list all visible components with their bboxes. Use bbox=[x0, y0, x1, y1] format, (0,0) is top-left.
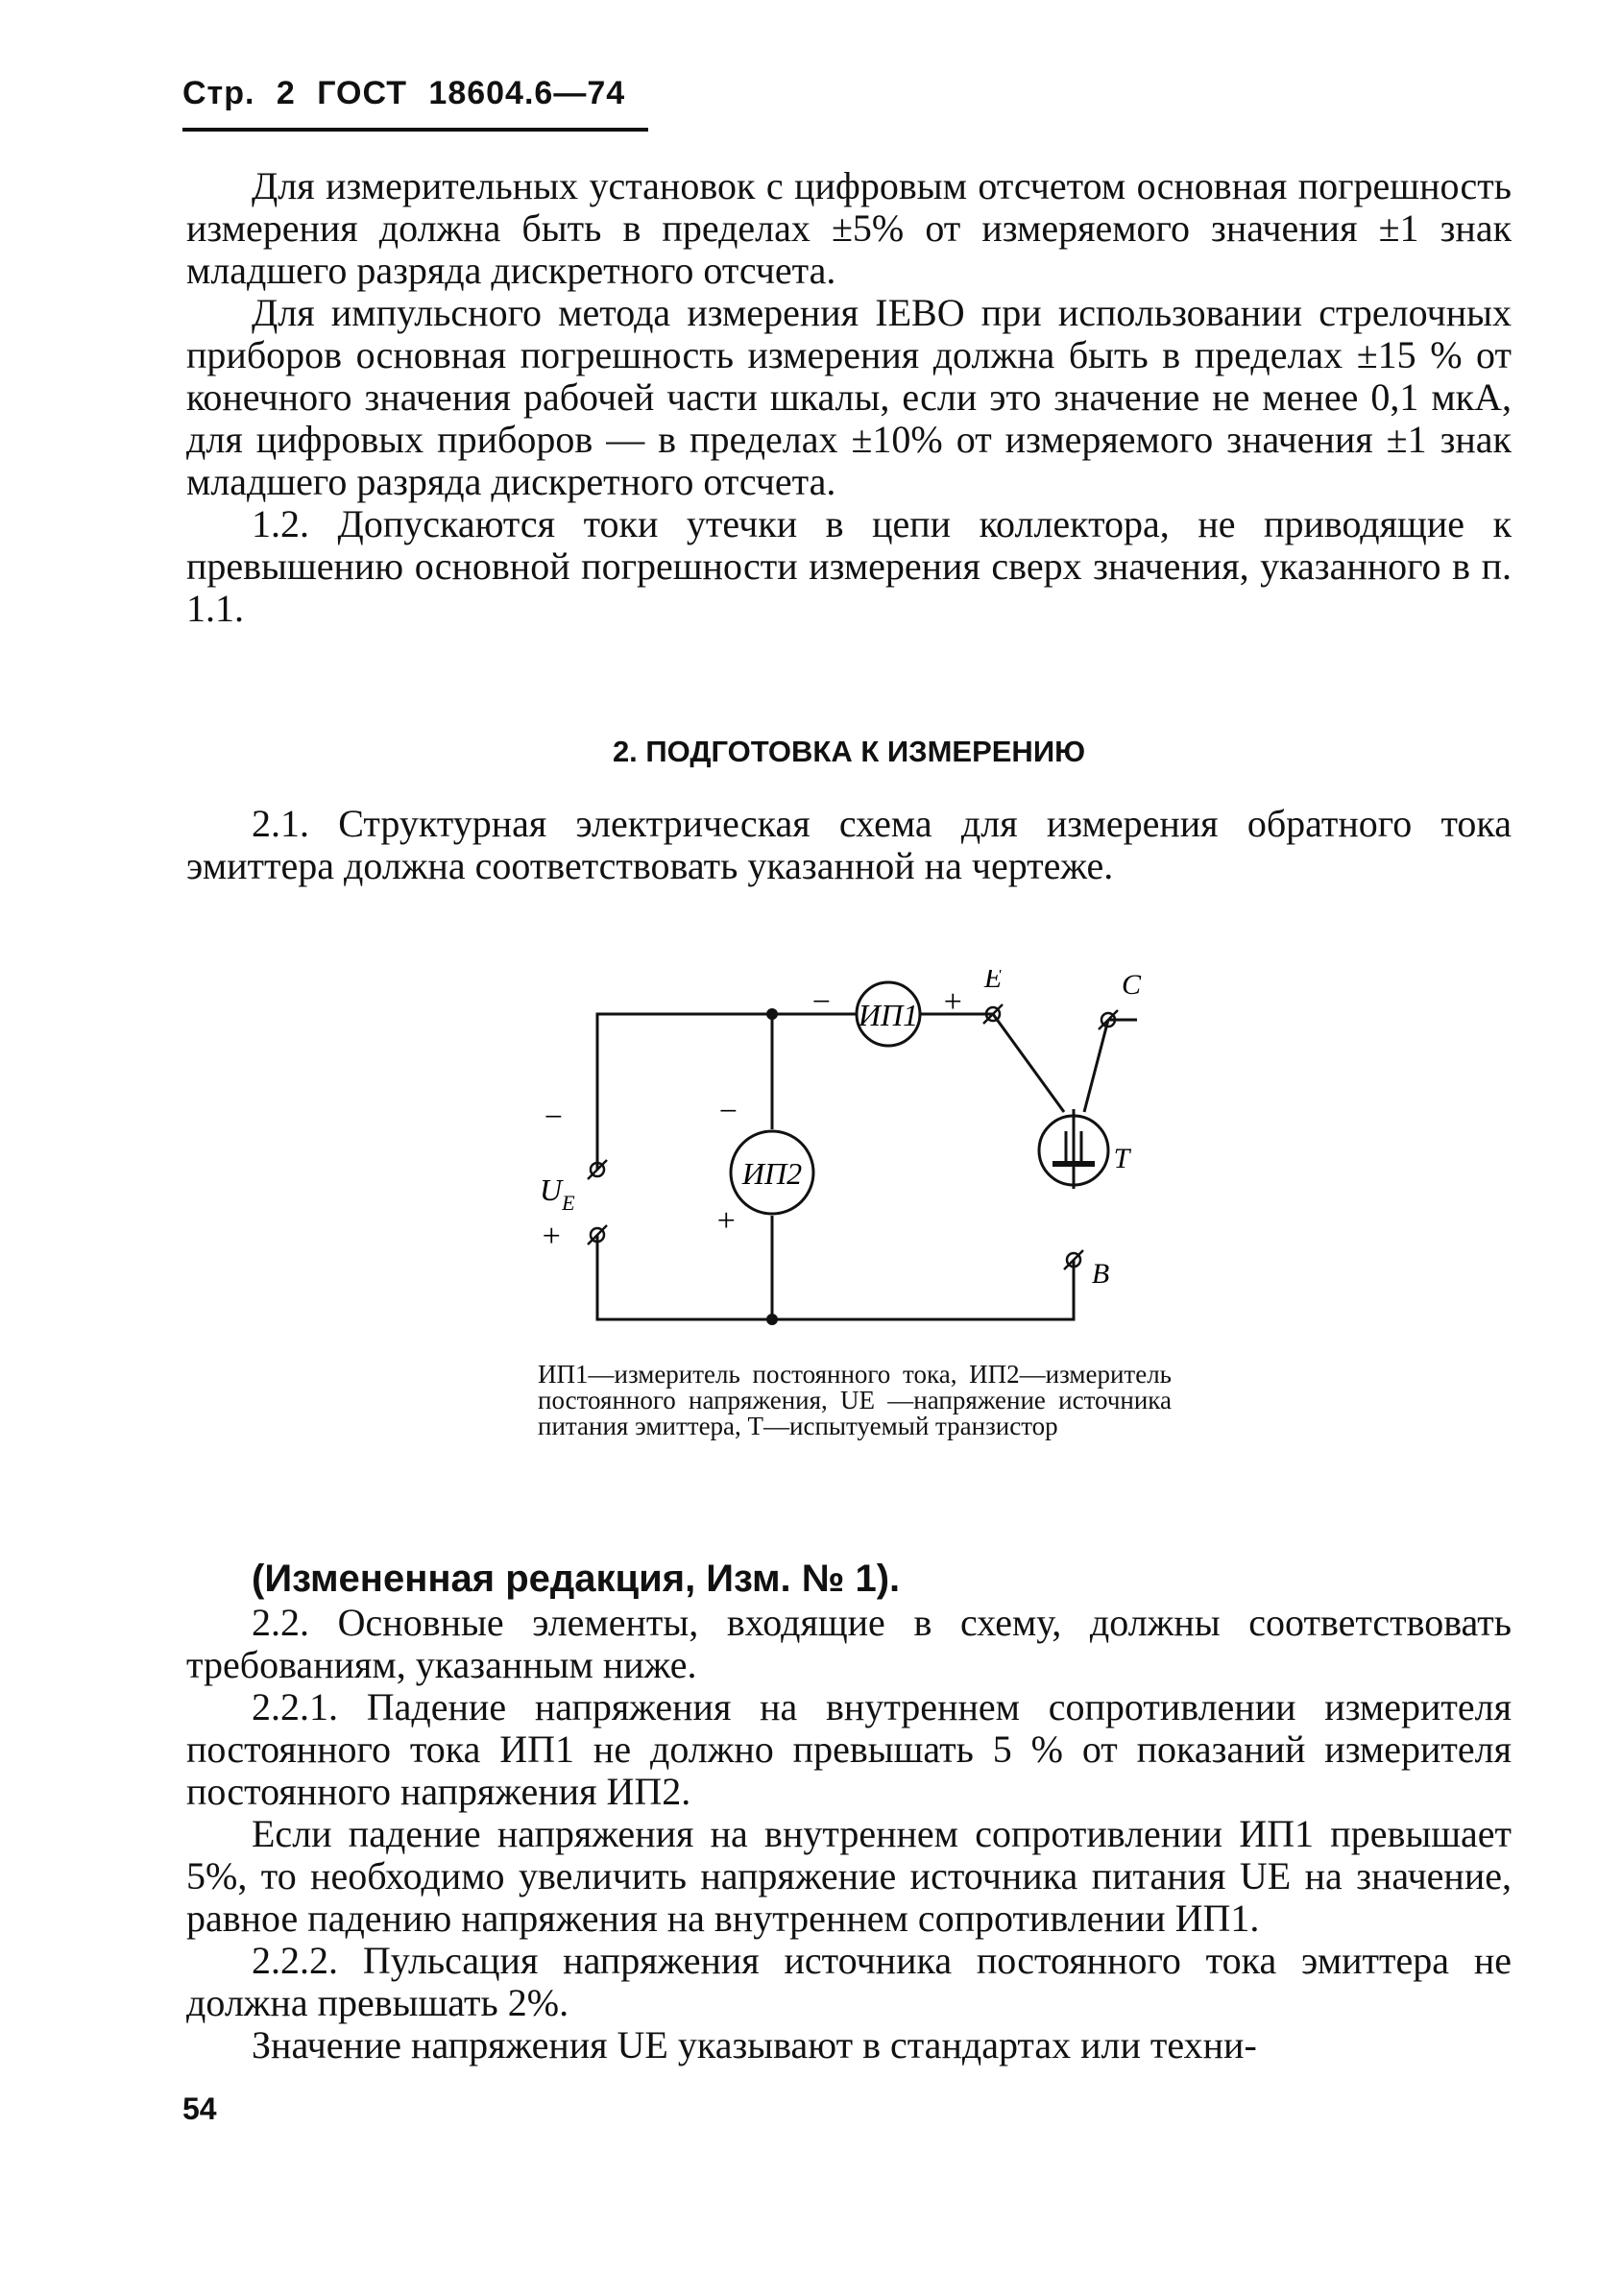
circuit-diagram bbox=[519, 970, 1210, 1354]
plus-sign: + bbox=[540, 1219, 563, 1254]
minus-sign: − bbox=[542, 1100, 565, 1135]
amendment-note: (Измененная редакция, Изм. № 1). bbox=[252, 1558, 901, 1600]
meter1-label: ИП1 bbox=[858, 998, 919, 1032]
intro-text bbox=[186, 165, 1512, 630]
source-label bbox=[540, 1172, 575, 1215]
terminal-e-label: E bbox=[983, 970, 1003, 994]
minus-sign: − bbox=[716, 1094, 739, 1129]
page-number: 54 bbox=[182, 2091, 217, 2126]
transistor-label: T bbox=[1113, 1143, 1130, 1174]
plus-sign: + bbox=[941, 984, 964, 1020]
terminal-b-label: B bbox=[1091, 1258, 1110, 1290]
paragraph: Для измерительных установок с цифровым отсчетом основная погрешность измерения должна быть в пределах ±5% от измеряемого значения ±1 знак младшего разряда дискретного отсчета. bbox=[186, 164, 1512, 292]
minus-sign: − bbox=[810, 984, 833, 1020]
paragraph: 2.2. Основные элементы, входящие в схему, должны соответствовать требованиям, указанным ниже. bbox=[186, 1601, 1512, 1686]
paragraph: Для импульсного метода измерения IEBO при использовании стрелочных приборов основная погрешность измерения должна быть в пределах ±15 % от конечного значения рабочей части шкалы, если это значение не менее 0,1 мкА, для цифровых приборов — в пределах ±10% от измеряемого значения ±1 знак младшего разряда дискретного отсчета. bbox=[186, 291, 1512, 503]
paragraph: 2.2.1. Падение напряжения на внутреннем сопротивлении измерителя постоянного тока ИП1 не должно превышать 5 % от показаний измерителя постоянного напряжения ИП2. bbox=[186, 1685, 1512, 1813]
plus-sign: + bbox=[714, 1203, 738, 1239]
paragraph: 1.2. Допускаются токи утечки в цепи коллектора, не приводящие к превышению основной погрешности измерения сверх значения, указанного в п. 1.1. bbox=[186, 502, 1512, 630]
page-header: Стр. 2 ГОСТ 18604.6—74 bbox=[182, 75, 626, 111]
caption-text: ИП1—измеритель постоянного тока, ИП2—измеритель постоянного напряжения, UE —напряжение источника питания эмиттера, Т—испытуемый транзистор bbox=[538, 1360, 1172, 1440]
terminal-c-label: C bbox=[1121, 970, 1142, 1001]
source-symbol: U bbox=[540, 1172, 563, 1207]
diagram-caption bbox=[538, 1362, 1172, 1439]
paragraph: 2.2.2. Пульсация напряжения источника постоянного тока эмиттера не должна превышать 2%. bbox=[186, 1939, 1512, 2024]
paragraph: Значение напряжения UE указывают в стандартах или техни- bbox=[252, 2023, 1257, 2066]
section-text bbox=[186, 803, 1512, 887]
paragraph: Если падение напряжения на внутреннем сопротивлении ИП1 превышает 5%, то необходимо увеличить напряжение источника питания UE на значение, равное падению напряжения на внутреннем сопротивлении ИП1. bbox=[186, 1812, 1512, 1940]
section-title: 2. ПОДГОТОВКА К ИЗМЕРЕНИЮ bbox=[612, 735, 1086, 768]
header-rule bbox=[182, 128, 648, 132]
paragraph: 2.1. Структурная электрическая схема для измерения обратного тока эмиттера должна соответствовать указанной на чертеже. bbox=[186, 802, 1512, 887]
source-subscript: E bbox=[562, 1191, 575, 1215]
meter2-label: ИП2 bbox=[741, 1156, 803, 1191]
body-text bbox=[186, 1602, 1512, 2066]
